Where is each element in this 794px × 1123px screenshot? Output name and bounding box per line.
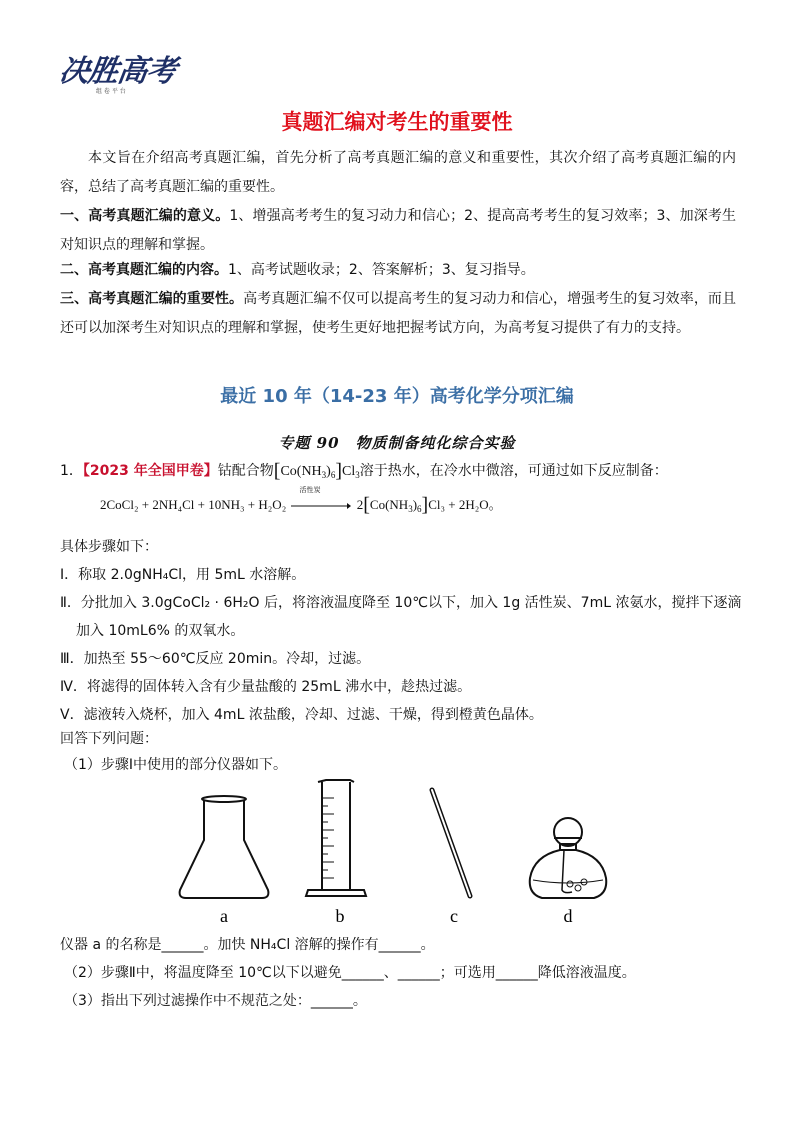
step-1	[60, 564, 305, 584]
part-2: （2）步骤Ⅱ中，将温度降至 10℃以下以避免______、______；可选用______降低溶液温度。	[64, 965, 636, 981]
section-significance	[60, 202, 736, 260]
logo-subtext: 组 卷 平 台	[96, 88, 126, 95]
step-number: Ⅱ．	[60, 595, 81, 611]
section-body: 1、高考试题收录；2、答案解析；3、复习指导。	[228, 262, 535, 278]
page-title: 真题汇编对考生的重要性	[281, 110, 513, 134]
step-text: 称取 2.0gNH₄Cl，用 5mL 水溶解。	[78, 567, 306, 583]
stem-part-a: 钴配合物	[217, 463, 274, 479]
step-text: 加热至 55～60℃反应 20min。冷却，过滤。	[83, 651, 371, 667]
catalyst-label: 活性炭	[299, 486, 321, 495]
step-2	[60, 592, 741, 612]
step-number: Ⅰ．	[60, 567, 79, 583]
answer-prompt: 回答下列问题：	[60, 731, 158, 747]
complex-formula: $[Co(NH_3)_6]Cl_3$	[273, 460, 360, 482]
section-head: 二、高考真题汇编的内容。	[60, 262, 228, 278]
steps-label: 具体步骤如下：	[60, 539, 158, 555]
part-1: （1）步骤Ⅰ中使用的部分仪器如下。	[64, 757, 288, 773]
reaction-arrow	[291, 486, 351, 514]
step-number: Ⅳ．	[60, 679, 87, 695]
section-body: 高考真题汇编不仅可以提高考生的复习动力和信心，增强考生的复习效率，而且还可以加深考生对知识点的理解和掌握，使考生更好地把握考试方向，为高考复习提供了有力的支持。	[60, 291, 737, 336]
step-number: Ⅲ．	[60, 651, 84, 667]
section-content	[60, 256, 736, 285]
conical-flask-icon	[180, 796, 269, 898]
step-2-cont	[76, 620, 244, 640]
question-source: 【2023 年全国甲卷】	[82, 463, 218, 479]
question-number: 1．	[60, 463, 83, 479]
step-text: 加入 10mL6% 的双氧水。	[76, 623, 245, 639]
step-3	[60, 648, 370, 668]
section-importance	[60, 285, 736, 343]
graduated-cylinder-icon	[306, 780, 366, 896]
step-text: 将滤得的固体转入含有少量盐酸的 25mL 沸水中，趁热过滤。	[86, 679, 472, 695]
collection-subtitle: 最近 10 年（14-23 年）高考化学分项汇编	[220, 386, 574, 407]
blank-question-1: 仪器 a 的名称是______。加快 NH₄Cl 溶解的操作有______。	[60, 937, 435, 953]
topic-heading: 专题 90 物质制备纯化综合实验	[278, 434, 516, 452]
stem-part-b: 溶于热水，在冷水中微溶，可通过如下反应制备：	[359, 463, 668, 479]
equation-lhs: 2CoCl₂ + 2NH₄Cl + 10NH₃ + H₂O₂	[100, 497, 287, 512]
step-4	[60, 676, 471, 696]
apparatus-figure	[150, 770, 670, 930]
glass-rod-icon	[432, 790, 470, 896]
equation-rhs-tail: Cl₃ + 2H₂O	[428, 497, 489, 512]
question-stem	[60, 460, 668, 483]
section-head: 三、高考真题汇编的重要性。	[60, 291, 244, 307]
equation-rhs-coef: 2	[356, 497, 364, 512]
part-3: （3）指出下列过滤操作中不规范之处：______。	[64, 993, 367, 1009]
label-d: d	[563, 906, 573, 926]
reaction-equation: 2CoCl₂ + 2NH₄Cl + 10NH₃ + H₂O₂ 活性炭 $2[Co(NH_3)_6]Cl_3 + 2H_2O$。	[100, 486, 502, 516]
step-5	[60, 704, 543, 724]
label-c: c	[450, 906, 458, 926]
logo-text: 决胜高考	[57, 54, 178, 89]
alcohol-lamp-icon	[530, 818, 607, 898]
arrow-icon	[291, 502, 351, 510]
label-a: a	[220, 906, 228, 926]
equation-end: 。	[488, 497, 502, 512]
section-body: 1、增强高考考生的复习动力和信心；2、提高高考考生的复习效率；3、加深考生对知识点的理解和掌握。	[60, 208, 736, 253]
label-b: b	[335, 906, 345, 926]
intro-paragraph: 本文旨在介绍高考真题汇编，首先分析了高考真题汇编的意义和重要性，其次介绍了高考真题汇编的内容，总结了高考真题汇编的重要性。	[60, 150, 736, 195]
step-text: 分批加入 3.0gCoCl₂ · 6H₂O 后，将溶液温度降至 10℃以下，加入 1g 活性炭、7mL 浓氨水，搅拌下逐滴	[80, 595, 742, 611]
step-number: Ⅴ．	[60, 707, 84, 723]
section-head: 一、高考真题汇编的意义。	[60, 208, 230, 224]
step-text: 滤液转入烧杯，加入 4mL 浓盐酸，冷却、过滤、干燥，得到橙黄色晶体。	[83, 707, 543, 723]
